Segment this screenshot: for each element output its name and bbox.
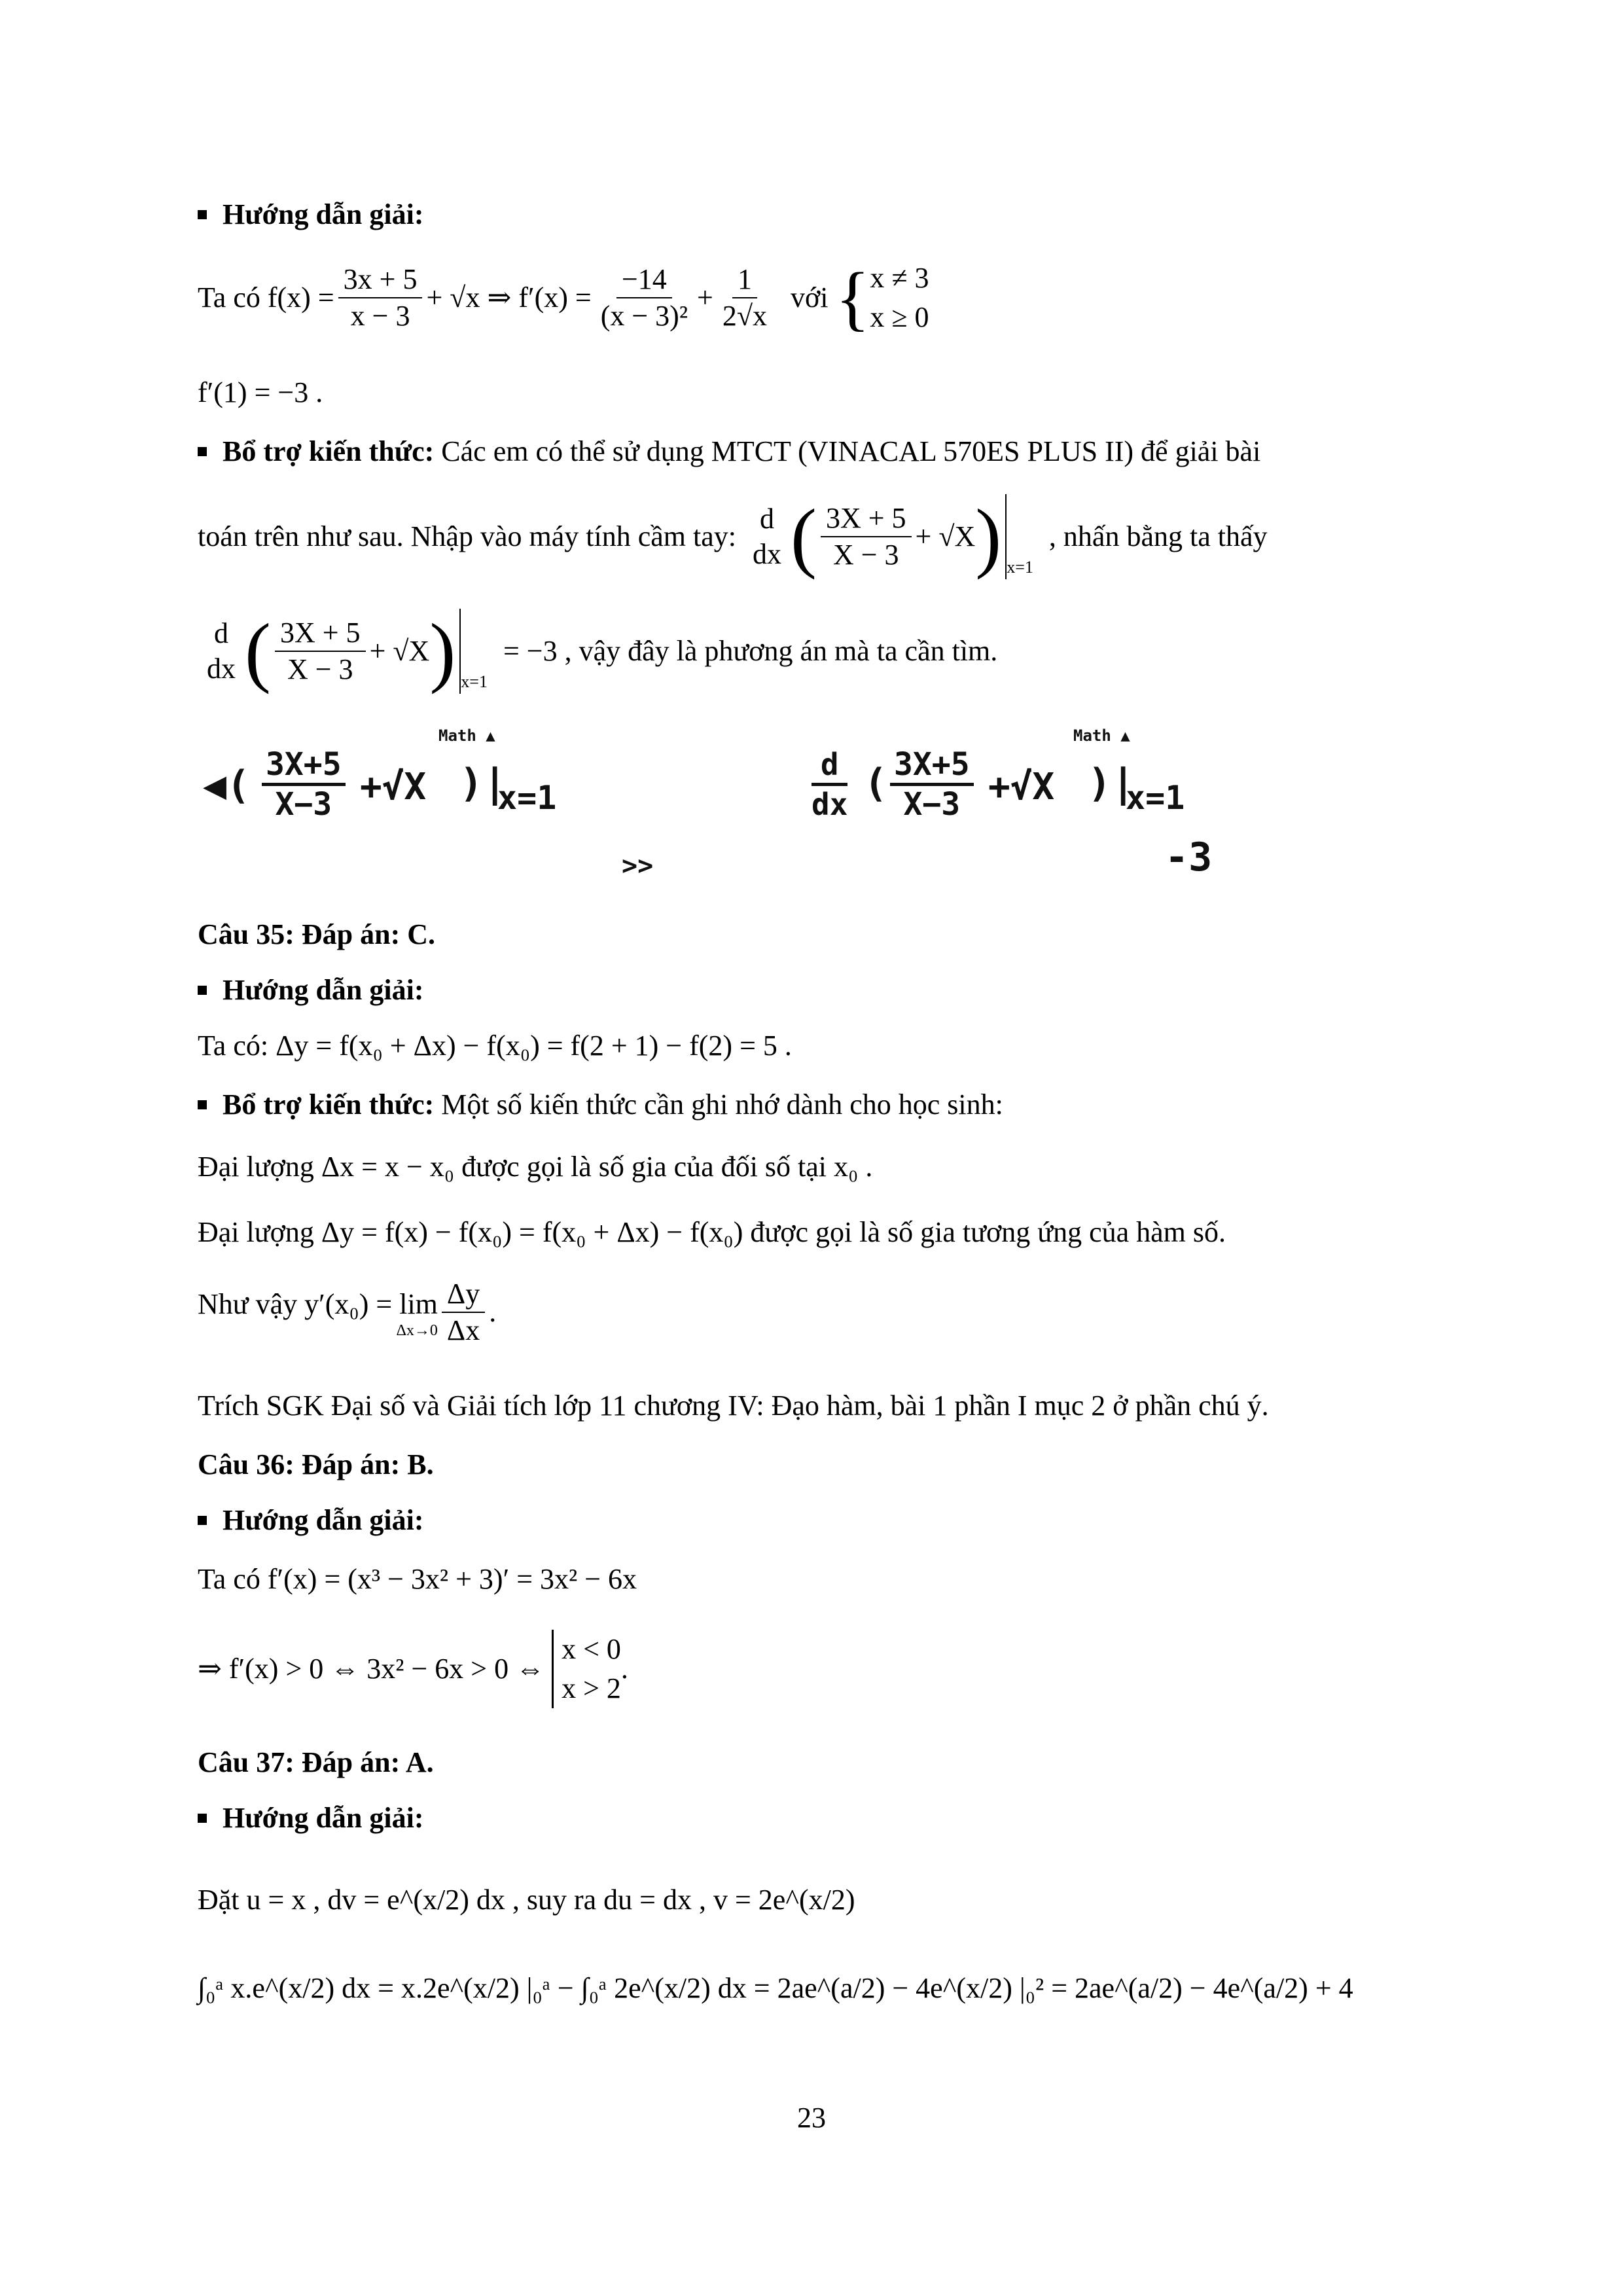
conditions: x ≠ 3 x ≥ 0	[870, 262, 929, 333]
f-prime-1: f′(1) = −3 .	[198, 376, 323, 408]
calc-result: -3	[1165, 834, 1213, 880]
bullet-icon	[198, 986, 207, 995]
fraction-3: $\frac{1}{2√x}$	[722, 263, 768, 332]
cau-36-line1: Ta có f′(x) = (x³ − 3x² + 3)′ = 3x² − 6x	[198, 1563, 637, 1595]
derivative-formula	[198, 259, 929, 337]
d-dx-2: d dx	[207, 617, 236, 685]
d-dx: d dx	[752, 503, 781, 570]
paren-right-icon: )	[429, 607, 456, 694]
cau-35-title: Câu 35: Đáp án: C.	[198, 918, 436, 950]
huong-dan-heading-37: Hướng dẫn giải:	[198, 1800, 424, 1837]
bo-tro-35: Bổ trợ kiến thức: Một số kiến thức cần ghi nhớ dành cho học sinh:	[198, 1086, 1003, 1123]
left-arrow-icon: ◀(	[203, 762, 251, 808]
cau-35-line: Ta có: Δy = f(x₀ + Δx) − f(x₀) = f(2 + 1) − f(2) = 5 .	[198, 1030, 792, 1062]
bullet-icon	[198, 1100, 207, 1109]
calc-fraction-2: $\frac{3X + 5}{X - 3}$	[275, 615, 366, 687]
nhu-vay-line: Như vậy y′(x₀) = lim Δx→0 $\frac{\Delta y}{\Delta x}$ .	[198, 1278, 497, 1346]
cau-37-title: Câu 37: Đáp án: A.	[198, 1746, 434, 1778]
dai-luong-2: Đại lượng Δy = f(x) − f(x₀) = f(x₀ + Δx) − f(x₀) được gọi là số gia tương ứng của hàm số.	[198, 1216, 1226, 1248]
bo-tro-1-line3: d dx ( $\frac{3X + 5}{X - 3}$ + √X ) x=1 = −3 , vậy đây là phương án mà ta cần tìm.	[198, 609, 997, 694]
ta-co-label: Ta có	[198, 281, 260, 314]
trich-sgk: Trích SGK Đại số và Giải tích lớp 11 chương IV: Đạo hàm, bài 1 phần I mục 2 ở phần chú ý.	[198, 1390, 1269, 1422]
cau-37-line2: ∫₀ᵃ x.e^(x/2) dx = x.2e^(x/2) |₀ᵃ − ∫₀ᵃ 2e^(x/2) dx = 2ae^(a/2) − 4e^(x/2) |₀² = 2ae^(a/2) − 4e^(a/2) + 4	[198, 1972, 1353, 2004]
cau-36-line2: ⇒ f′(x) > 0 ⇔ 3x² − 6x > 0 ⇔ x < 0 x > 2 .	[198, 1630, 628, 1708]
huong-dan-heading-35: Hướng dẫn giải:	[198, 972, 424, 1009]
huong-dan-heading-36: Hướng dẫn giải:	[198, 1502, 424, 1539]
bo-tro-1-line2: toán trên như sau. Nhập vào máy tính cầm tay: d dx ( $\frac{3X + 5}{X - 3}$ + √X ) x=1 , nhấn bằng ta thấy	[198, 493, 1268, 580]
calculator-screen-1: Math ▲ ◀( 3X+5 X−3 +√X )| x=1	[203, 726, 557, 823]
bullet-icon	[198, 1516, 207, 1525]
cau-36-title: Câu 36: Đáp án: B.	[198, 1448, 434, 1480]
f-def: f(x) =	[267, 281, 334, 314]
bullet-icon	[198, 1814, 207, 1823]
brace-icon: {	[835, 258, 870, 338]
case-bracket: x < 0 x > 2	[552, 1630, 621, 1708]
fraction-2: $\frac{-14}{\text{(x − 3)²}}$	[600, 263, 688, 332]
calc-fraction: $\frac{3X + 5}{X - 3}$	[821, 501, 912, 573]
next-arrow: >>	[622, 851, 654, 881]
plus-sqrt: + √x ⇒ f′(x) =	[426, 281, 592, 314]
fraction-1: $\frac{3x + 5}{x - 3}$	[338, 262, 423, 334]
page-number: 23	[797, 2102, 826, 2134]
bullet-icon	[198, 447, 207, 456]
paren-left-icon: (	[790, 493, 817, 580]
bo-tro-1: Bổ trợ kiến thức: Các em có thể sử dụng MTCT (VINACAL 570ES PLUS II) để giải bài	[198, 433, 1260, 470]
paren-left-icon: (	[245, 607, 271, 694]
cau-37-line1: Đặt u = x , dv = e^(x/2) dx , suy ra du = dx , v = 2e^(x/2)	[198, 1884, 855, 1916]
calculator-screen-2: Math ▲ d dx ( 3X+5 X−3 +√X )| x=1 -3	[812, 726, 1213, 880]
plus-sign: +	[697, 281, 713, 314]
voi-label: với	[791, 281, 829, 314]
paren-right-icon: )	[975, 493, 1002, 580]
huong-dan-heading-1: Hướng dẫn giải:	[198, 196, 424, 233]
dai-luong-1: Đại lượng Δx = x − x₀ được gọi là số gia của đối số tại x₀ .	[198, 1151, 873, 1183]
bullet-icon	[198, 210, 207, 219]
